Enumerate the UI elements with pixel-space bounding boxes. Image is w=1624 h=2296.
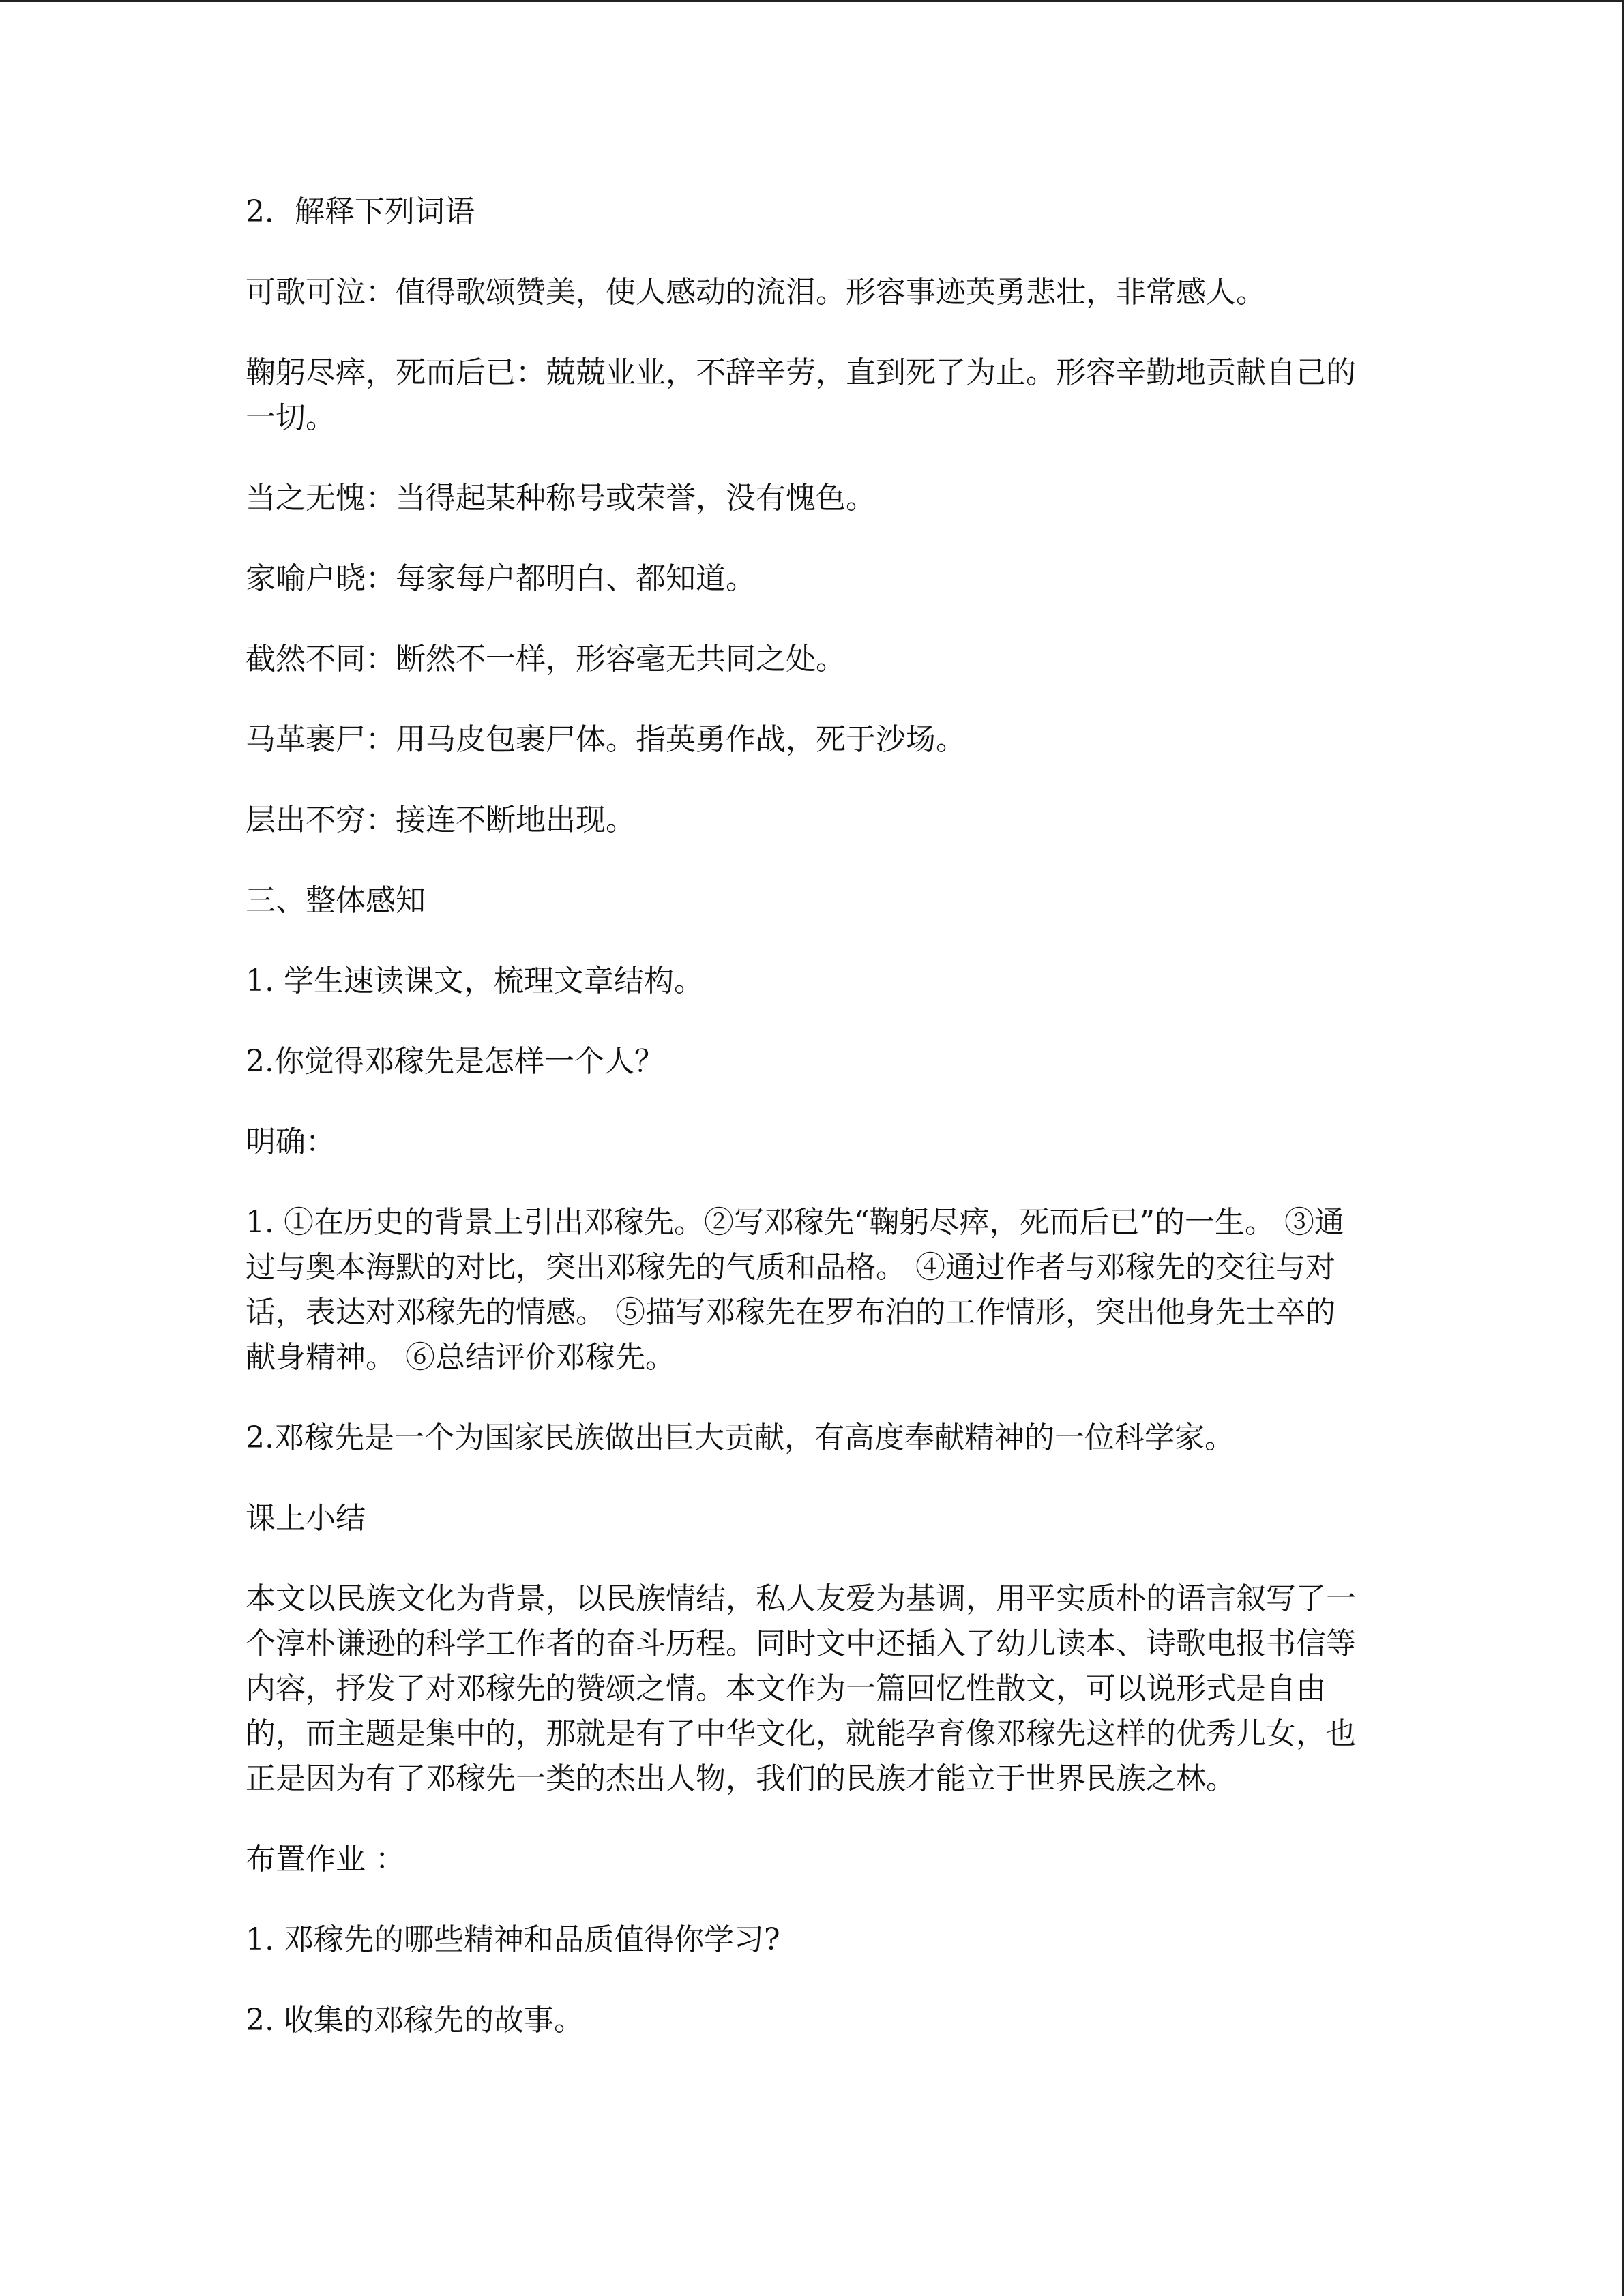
vocab-definition: 当之无愧：当得起某种称号或荣誉，没有愧色。: [246, 481, 876, 516]
summary-heading: 课上小结: [246, 1501, 366, 1536]
homework-heading: 布置作业 ：: [246, 1842, 405, 1877]
answer-item: 1. ①在历史的背景上引出邓稼先。②写邓稼先“鞠躬尽瘁，死而后已”的一生。 ③通过与奥本海默的对比，突出邓稼先的气质和品格。 ④通过作者与邓稼先的交往与对话，表达对邓稼先的情感。 ⑤描写邓稼先在罗布泊的工作情形，突出他身先士卒的献身精神。 ⑥总结评价邓稼先。: [246, 1205, 1344, 1375]
section-heading: 三、整体感知: [246, 883, 426, 918]
answer-item: 2.邓稼先是一个为国家民族做出巨大贡献，有高度奉献精神的一位科学家。: [246, 1420, 1235, 1455]
homework-item: 2. 收集的邓稼先的故事。: [246, 2003, 584, 2038]
vocab-definition: 家喻户晓：每家每户都明白、都知道。: [246, 561, 756, 596]
task-item: 2.你觉得邓稼先是怎样一个人？: [246, 1044, 664, 1079]
vocab-definition: 鞠躬尽瘁，死而后已：兢兢业业，不辞辛劳，直到死了为止。形容辛勤地贡献自己的一切。: [246, 355, 1356, 435]
task-item: 1. 学生速读课文，梳理文章结构。: [246, 964, 704, 998]
vocab-definition: 层出不穷：接连不断地出现。: [246, 803, 636, 837]
vocab-definition: 马革裹尸：用马皮包裹尸体。指英勇作战，死于沙场。: [246, 722, 966, 757]
homework-item: 1. 邓稼先的哪些精神和品质值得你学习?: [246, 1922, 780, 1957]
answer-label: 明确：: [246, 1124, 336, 1159]
summary-body: 本文以民族文化为背景，以民族情结，私人友爱为基调，用平实质朴的语言叙写了一个淳朴谦逊的科学工作者的奋斗历程。同时文中还插入了幼儿读本、诗歌电报书信等内容，抒发了对邓稼先的赞颂之情。本文作为一篇回忆性散文，可以说形式是自由的，而主题是集中的，那就是有了中华文化，就能孕育像邓稼先这样的优秀儿女，也正是因为有了邓稼先一类的杰出人物，我们的民族才能立于世界民族之林。: [246, 1581, 1356, 1796]
vocab-definition: 截然不同：断然不一样，形容毫无共同之处。: [246, 642, 846, 676]
document-body: [246, 190, 1364, 2078]
vocab-heading: 2．解释下列词语: [246, 194, 475, 229]
vocab-definition: 可歌可泣：值得歌颂赞美，使人感动的流泪。形容事迹英勇悲壮，非常感人。: [246, 275, 1266, 310]
page-top-border: [0, 0, 1624, 2]
